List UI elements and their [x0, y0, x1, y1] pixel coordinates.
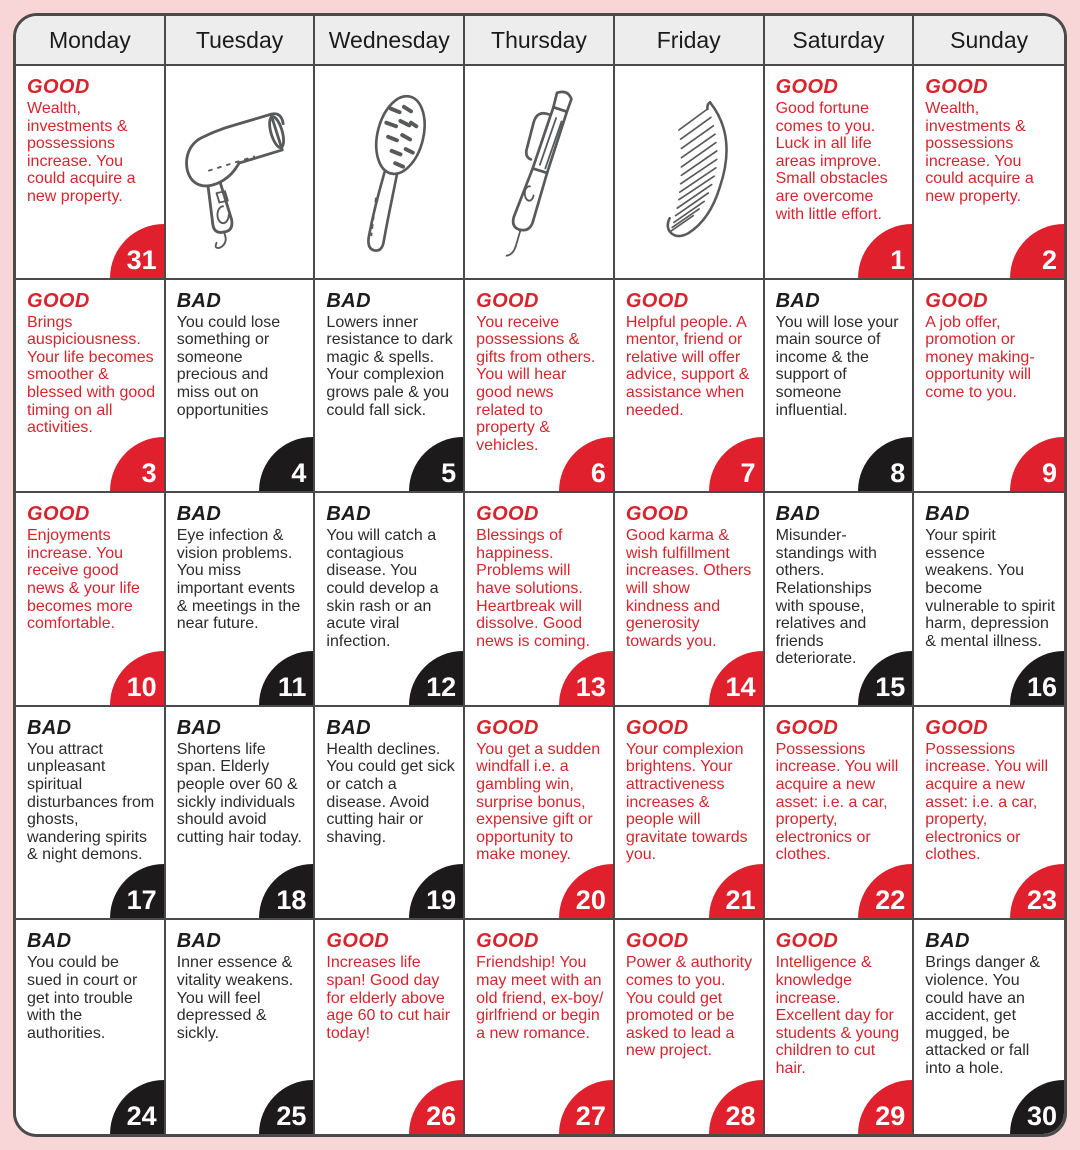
day-status: GOOD	[625, 289, 689, 312]
day-number-badge: 29	[858, 1080, 912, 1134]
day-status: GOOD	[27, 503, 90, 526]
day-cell-curling-iron	[465, 66, 615, 278]
day-status: BAD	[775, 503, 821, 526]
day-number-badge: 2	[1010, 224, 1064, 278]
day-status: GOOD	[925, 716, 988, 739]
calendar-week-3	[16, 493, 1064, 707]
day-cell-19	[315, 707, 465, 919]
day-text: You receive possessions & gifts from others. You will hear good news related to property & vehicles.	[476, 313, 596, 454]
calendar-week-2	[16, 280, 1064, 494]
day-cell-6	[465, 280, 615, 492]
day-text: You could be sued in court or get into trouble with the authorities.	[27, 954, 138, 1042]
day-cell-13	[465, 493, 615, 705]
day-text: Possessions increase. You will acquire a new asset: i.e. a car, property, electronics or clothes.	[775, 740, 899, 864]
day-number-badge: 4	[259, 437, 313, 491]
day-text: Possessions increase. You will acquire a new asset: i.e. a car, property, electronics or clothes.	[925, 740, 1049, 864]
day-number-badge: 9	[1010, 437, 1064, 491]
day-number-badge: 3	[110, 437, 164, 491]
day-status: BAD	[326, 716, 371, 739]
day-status: GOOD	[775, 76, 839, 98]
day-text: Shortens life span. Elderly people over 60 & sickly individuals should avoid cutting hair today.	[176, 740, 302, 846]
day-cell-30	[914, 920, 1064, 1134]
day-status: BAD	[27, 716, 72, 739]
day-cell-15	[765, 493, 915, 705]
day-cell-3	[16, 280, 166, 492]
day-status: BAD	[925, 930, 970, 953]
day-status: BAD	[775, 289, 821, 312]
day-cell-25	[166, 920, 316, 1134]
day-status: GOOD	[476, 503, 539, 526]
weekday-tuesday: Tuesday	[166, 16, 316, 64]
day-cell-8	[765, 280, 915, 492]
day-cell-24	[16, 920, 166, 1134]
day-number-badge: 8	[858, 437, 912, 491]
weekday-saturday: Saturday	[765, 16, 915, 64]
day-number-badge: 10	[110, 651, 164, 705]
day-status: BAD	[176, 289, 222, 312]
day-status: BAD	[27, 930, 72, 953]
day-number-badge: 30	[1010, 1080, 1064, 1134]
day-text: Good fortune comes to you. Luck in all life areas improve. Small obstacles are overcome with little effort.	[775, 100, 888, 223]
day-status: GOOD	[27, 289, 90, 312]
calendar-week-4	[16, 707, 1064, 921]
weekday-sunday: Sunday	[914, 16, 1064, 64]
day-cell-29	[765, 920, 915, 1134]
day-cell-28	[615, 920, 765, 1134]
day-number-badge: 22	[858, 864, 912, 918]
day-cell-5	[315, 280, 465, 492]
day-number-badge: 17	[110, 864, 164, 918]
day-number-badge: 19	[409, 864, 463, 918]
calendar-week-1	[16, 66, 1064, 280]
day-status: GOOD	[925, 76, 988, 98]
day-cell-12	[315, 493, 465, 705]
day-number-badge: 15	[858, 651, 912, 705]
day-text: Wealth, investments & possessions increase. You could acquire a new property.	[925, 100, 1034, 205]
day-status: BAD	[326, 289, 371, 312]
day-status: BAD	[176, 716, 222, 739]
day-cell-11	[166, 493, 316, 705]
day-number-badge: 11	[259, 651, 313, 705]
day-number-badge: 25	[259, 1080, 313, 1134]
weekday-header-row	[16, 16, 1064, 66]
day-status: BAD	[176, 930, 222, 953]
day-number-badge: 26	[409, 1080, 463, 1134]
day-number-badge: 28	[709, 1080, 763, 1134]
day-text: You will lose your main source of income & the support of someone influential.	[775, 313, 899, 419]
day-cell-21	[615, 707, 765, 919]
day-text: You attract unpleasant spiritual disturbances from ghosts, wandering spirits & night demons.	[27, 740, 155, 864]
day-status: BAD	[326, 503, 371, 526]
day-cell-26	[315, 920, 465, 1134]
day-number-badge: 6	[559, 437, 613, 491]
day-number-badge: 20	[559, 864, 613, 918]
hair-brush-icon	[329, 84, 449, 260]
day-text: Brings danger & violence. You could have an accident, get mugged, be attacked or fall into a hole.	[925, 954, 1041, 1077]
day-text: Blessings of happiness. Problems will have solutions. Heartbreak will dissolve. Good news is coming.	[476, 527, 590, 650]
day-text: Health declines. You could get sick or catch a disease. Avoid cutting hair or shaving.	[326, 740, 455, 846]
day-cell-16	[914, 493, 1064, 705]
day-text: Power & authority comes to you. You could get promoted or be asked to lead a new project.	[625, 954, 753, 1060]
day-text: Brings auspiciousness. Your life becomes smoother & blessed with good timing on all activities.	[27, 313, 156, 437]
day-number-badge: 31	[110, 224, 164, 278]
day-cell-27	[465, 920, 615, 1134]
day-number-badge: 16	[1010, 651, 1064, 705]
day-number-badge: 14	[709, 651, 763, 705]
day-number-badge: 5	[409, 437, 463, 491]
day-status: BAD	[925, 503, 970, 526]
day-text: You will catch a contagious disease. You could develop a skin rash or an acute viral infection.	[326, 527, 439, 650]
day-cell-22	[765, 707, 915, 919]
day-text: Increases life span! Good day for elderly above age 60 to cut hair today!	[326, 954, 451, 1042]
weekday-wednesday: Wednesday	[315, 16, 465, 64]
day-status: BAD	[176, 503, 222, 526]
day-number-badge: 24	[110, 1080, 164, 1134]
day-cell-10	[16, 493, 166, 705]
day-text: Wealth, investments & possessions increase. You could acquire a new property.	[27, 100, 136, 205]
day-status: GOOD	[476, 289, 539, 312]
day-number-badge: 21	[709, 864, 763, 918]
day-cell-comb	[615, 66, 765, 278]
weekday-thursday: Thursday	[465, 16, 615, 64]
day-status: GOOD	[476, 930, 539, 953]
day-text: Good karma & wish fulfillment increases. Others will show kindness and generosity towards you.	[625, 527, 752, 650]
day-text: Misunder- standings with others. Relationships with spouse, relatives and friends deteriorate.	[775, 527, 877, 668]
calendar-week-5	[16, 920, 1064, 1134]
day-cell-7	[615, 280, 765, 492]
day-cell-hairdryer	[166, 66, 316, 278]
day-number-badge: 23	[1010, 864, 1064, 918]
haircut-calendar	[13, 13, 1067, 1137]
hair-dryer-icon	[179, 87, 301, 257]
day-text: Enjoyments increase. You receive good news & your life becomes more comfortable.	[27, 527, 140, 633]
day-text: You could lose something or someone precious and miss out on opportunities	[176, 313, 281, 419]
day-status: GOOD	[775, 930, 839, 953]
day-text: Lowers inner resistance to dark magic & spells. Your complexion grows pale & you could fall sick.	[326, 313, 453, 419]
day-status: GOOD	[775, 716, 839, 739]
day-cell-2	[914, 66, 1064, 278]
day-number-badge: 27	[559, 1080, 613, 1134]
day-cell-1	[765, 66, 915, 278]
day-text: Inner essence & vitality weakens. You will feel depressed & sickly.	[176, 954, 294, 1042]
day-number-badge: 18	[259, 864, 313, 918]
day-status: GOOD	[625, 716, 689, 739]
day-cell-17	[16, 707, 166, 919]
day-text: Intelligence & knowledge increase. Excellent day for students & young children to cut hair.	[775, 954, 900, 1077]
day-status: GOOD	[625, 930, 689, 953]
day-status: GOOD	[476, 716, 539, 739]
day-cell-14	[615, 493, 765, 705]
day-number-badge: 13	[559, 651, 613, 705]
day-cell-23	[914, 707, 1064, 919]
day-text: You get a sudden windfall i.e. a gambling win, surprise bonus, expensive gift or opportunity to make money.	[476, 740, 601, 864]
day-status: GOOD	[27, 76, 90, 98]
day-cell-31	[16, 66, 166, 278]
day-text: A job offer, promotion or money making- opportunity will come to you.	[925, 313, 1035, 401]
day-number-badge: 12	[409, 651, 463, 705]
day-text: Friendship! You may meet with an old friend, ex-boy/ girlfriend or begin a new romance.	[476, 954, 604, 1042]
curling-iron-icon	[480, 82, 598, 262]
day-cell-hairbrush	[315, 66, 465, 278]
day-cell-9	[914, 280, 1064, 492]
day-cell-18	[166, 707, 316, 919]
day-status: GOOD	[326, 930, 390, 953]
weekday-monday: Monday	[16, 16, 166, 64]
day-cell-4	[166, 280, 316, 492]
comb-icon	[626, 88, 752, 256]
day-text: Eye infection & vision problems. You miss important events & meetings in the near future.	[176, 527, 301, 633]
weekday-friday: Friday	[615, 16, 765, 64]
day-text: Your spirit essence weakens. You become vulnerable to spirit harm, depression & mental illness.	[925, 527, 1056, 650]
day-number-badge: 1	[858, 224, 912, 278]
day-status: GOOD	[925, 289, 988, 312]
day-number-badge: 7	[709, 437, 763, 491]
day-status: GOOD	[625, 503, 689, 526]
day-cell-20	[465, 707, 615, 919]
day-text: Your complexion brightens. Your attractiveness increases & people will gravitate towards you.	[625, 740, 748, 864]
day-text: Helpful people. A mentor, friend or relative will offer advice, support & assistance when needed.	[625, 313, 750, 419]
